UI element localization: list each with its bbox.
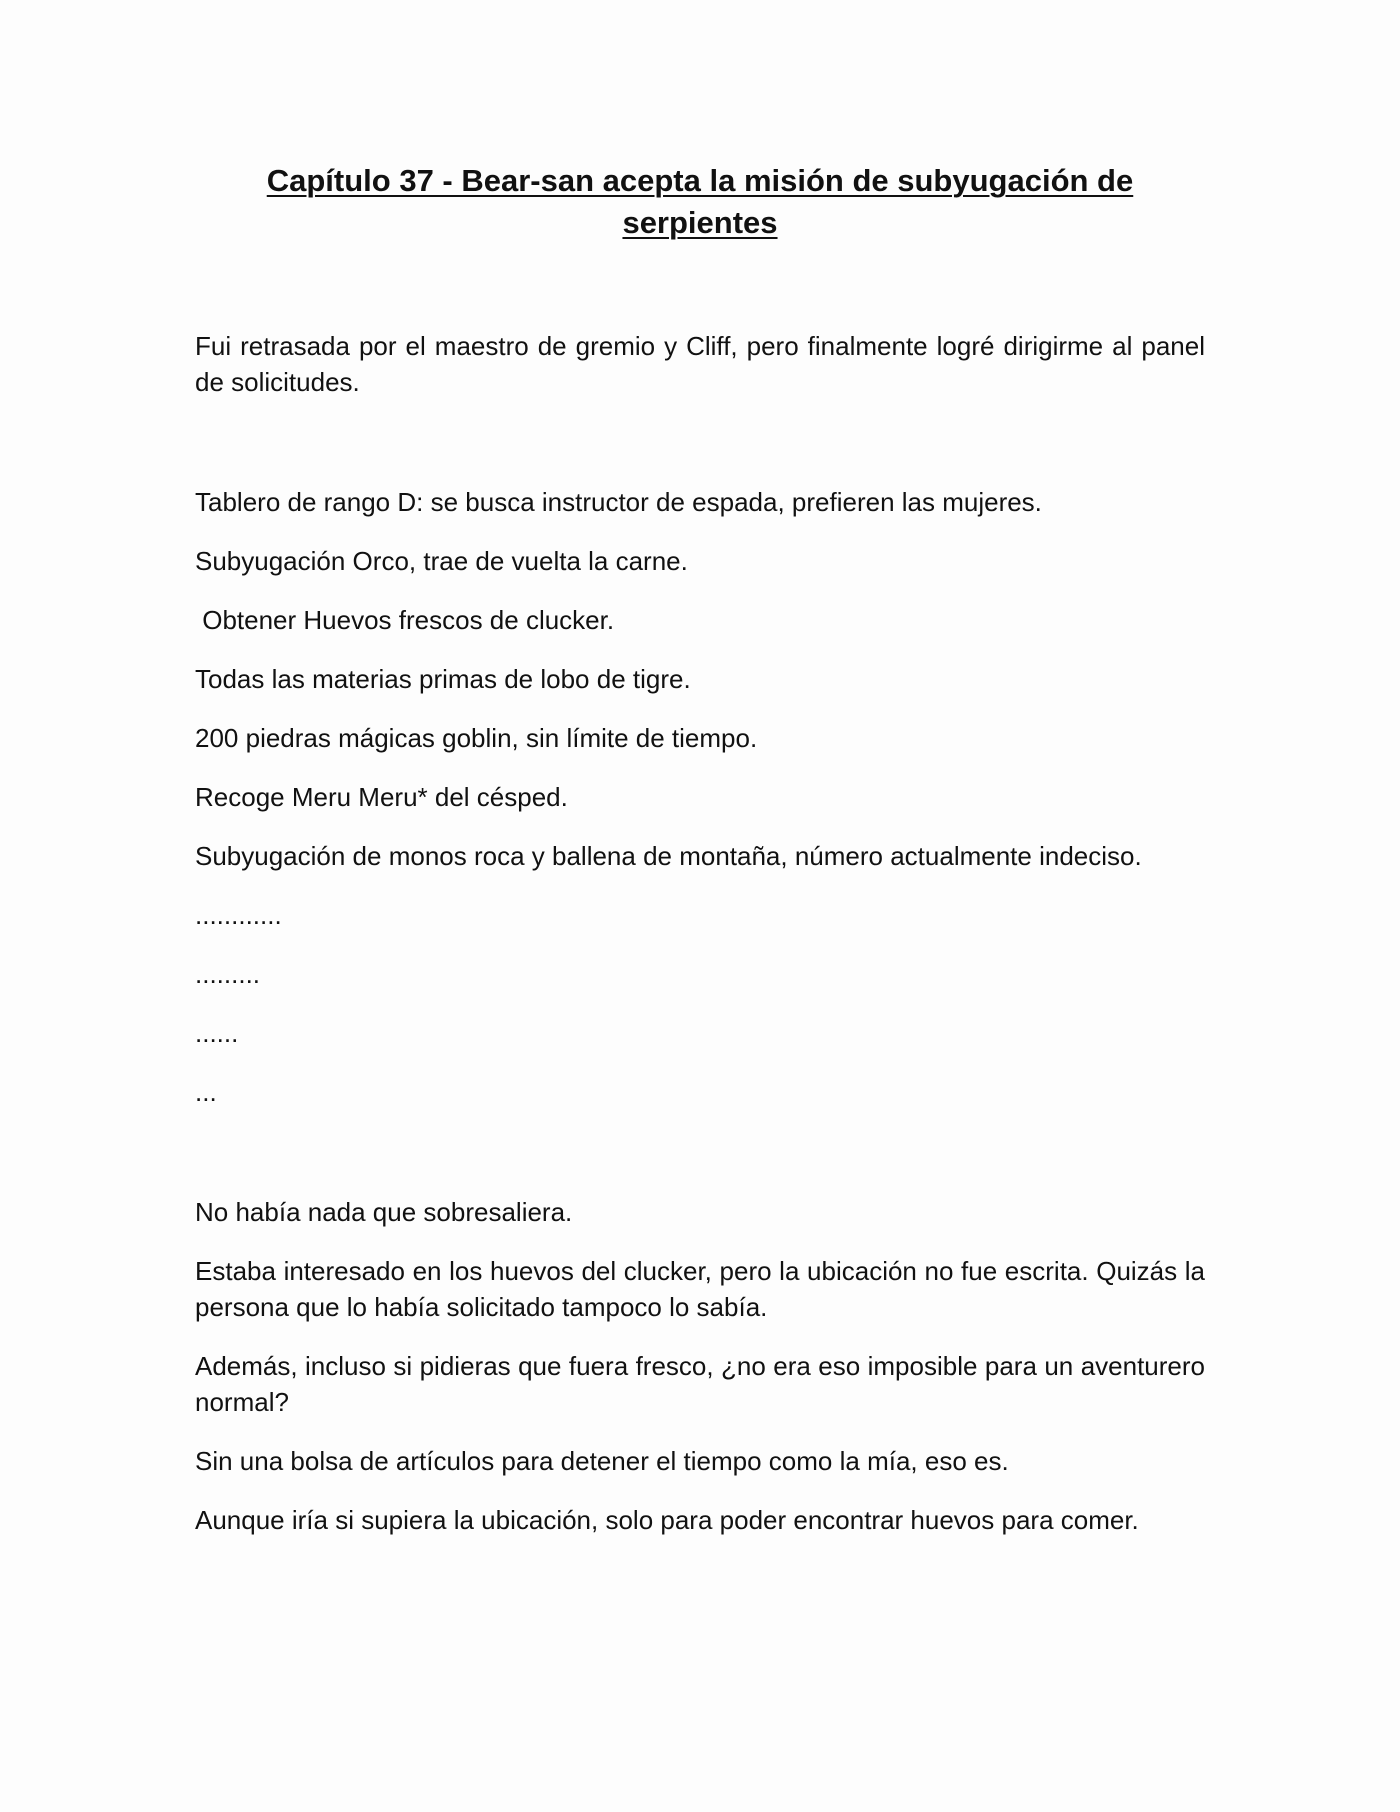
board-item-ellipsis: ... (195, 1077, 217, 1107)
closing-paragraph: Estaba interesado en los huevos del clucker, pero la ubicación no fue escrita. Quizás la persona que lo había solicitado tampoco lo sabía. (195, 1256, 1205, 1322)
board-item: Subyugación de monos roca y ballena de montaña, número actualmente indeciso. (195, 841, 1142, 871)
chapter-title: Capítulo 37 - Bear-san acepta la misión de subyugación de serpientes (266, 163, 1134, 240)
board-item: Tablero de rango D: se busca instructor de espada, prefieren las mujeres. (195, 487, 1042, 517)
closing-paragraph: No había nada que sobresaliera. (195, 1197, 573, 1227)
board-item: Obtener Huevos frescos de clucker. (195, 605, 615, 635)
board-item-ellipsis: ...... (195, 1018, 239, 1048)
board-item: Recoge Meru Meru* del césped. (195, 782, 568, 812)
board-item: 200 piedras mágicas goblin, sin límite de tiempo. (195, 723, 758, 753)
closing-paragraph: Además, incluso si pidieras que fuera fresco, ¿no era eso imposible para un aventurero normal? (195, 1351, 1205, 1417)
document-page (195, 160, 1205, 1538)
request-board-list (195, 484, 1205, 1110)
board-item: Todas las materias primas de lobo de tigre. (195, 664, 691, 694)
board-item-ellipsis: ......... (195, 959, 261, 989)
closing-paragraph: Aunque iría si supiera la ubicación, solo para poder encontrar huevos para comer. (195, 1505, 1139, 1535)
intro-paragraph: Fui retrasada por el maestro de gremio y Cliff, pero finalmente logré dirigirme al panel de solicitudes. (195, 331, 1205, 397)
closing-section (195, 1194, 1205, 1538)
closing-paragraph: Sin una bolsa de artículos para detener el tiempo como la mía, eso es. (195, 1446, 1009, 1476)
board-item-ellipsis: ............ (195, 900, 282, 930)
board-item: Subyugación Orco, trae de vuelta la carne. (195, 546, 688, 576)
